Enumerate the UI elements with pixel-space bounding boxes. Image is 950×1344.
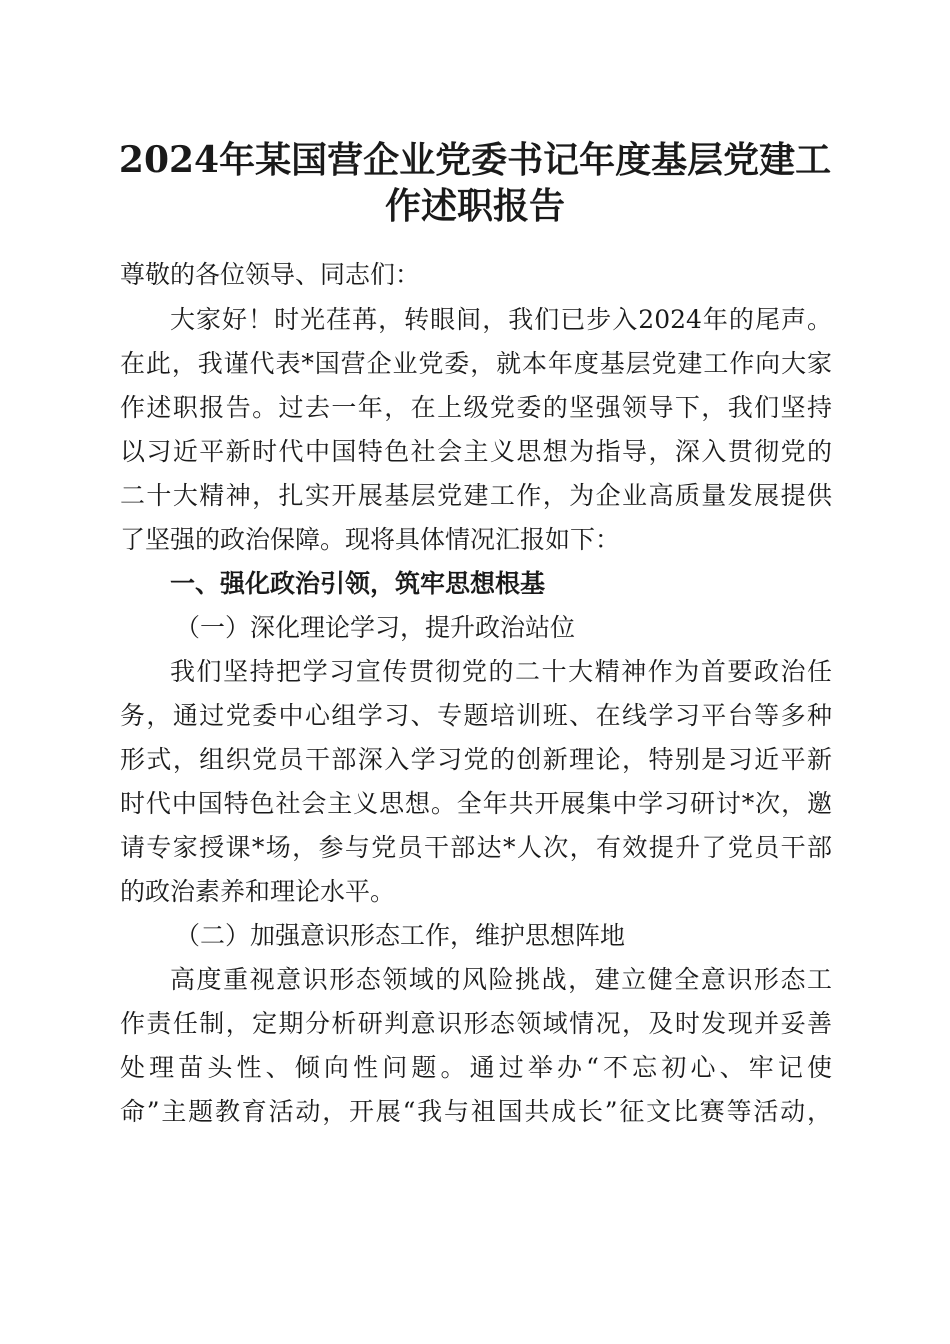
body-line: 高度重视意识形态领域的风险挑战，建立健全意识形态工 — [170, 965, 832, 994]
intro-line: 了坚强的政治保障。现将具体情况汇报如下： — [120, 525, 621, 554]
body-line: 形式，组织党员干部深入学习党的创新理论，特别是习近平新 — [120, 745, 832, 774]
body-line: 的政治素养和理论水平。 — [120, 877, 396, 906]
document-title-line-1: 2024年某国营企业党委书记年度基层党建工 — [118, 139, 832, 181]
body-line: 我们坚持把学习宣传贯彻党的二十大精神作为首要政治任 — [170, 657, 832, 686]
section-heading: 一、强化政治引领，筑牢思想根基 — [170, 569, 546, 598]
intro-line: 在此，我谨代表*国营企业党委，就本年度基层党建工作向大家 — [120, 349, 832, 378]
salutation: 尊敬的各位领导、同志们： — [120, 260, 421, 289]
subsection-heading: （二）加强意识形态工作，维护思想阵地 — [175, 921, 626, 950]
subsection-heading: （一）深化理论学习，提升政治站位 — [175, 613, 576, 642]
intro-line: 二十大精神，扎实开展基层党建工作，为企业高质量发展提供 — [120, 481, 832, 510]
document-title-line-2: 作述职报告 — [384, 185, 565, 227]
body-line: 处理苗头性、倾向性问题。通过举办“不忘初心、牢记使 — [120, 1053, 832, 1082]
intro-line: 作述职报告。过去一年，在上级党委的坚强领导下，我们坚持 — [120, 393, 832, 422]
intro-line: 以习近平新时代中国特色社会主义思想为指导，深入贯彻党的 — [120, 437, 832, 466]
body-line: 作责任制，定期分析研判意识形态领域情况，及时发现并妥善 — [120, 1009, 832, 1038]
body-line: 务，通过党委中心组学习、专题培训班、在线学习平台等多种 — [120, 701, 832, 730]
body-line: 时代中国特色社会主义思想。全年共开展集中学习研讨*次，邀 — [120, 789, 832, 818]
intro-line: 大家好！时光荏苒，转眼间，我们已步入2024年的尾声。 — [170, 305, 832, 334]
body-line: 命”主题教育活动，开展“我与祖国共成长”征文比赛等活动， — [120, 1097, 832, 1126]
body-line: 请专家授课*场，参与党员干部达*人次，有效提升了党员干部 — [120, 833, 832, 862]
